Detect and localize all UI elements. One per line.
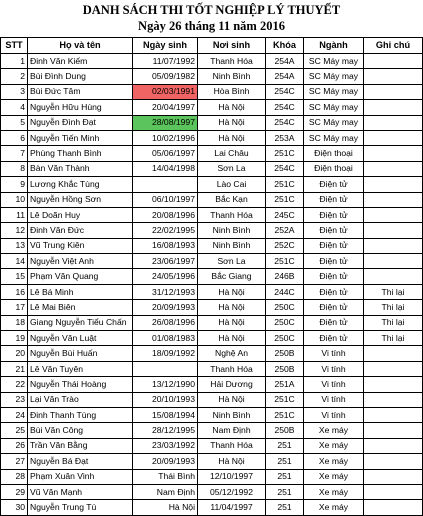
cell-note[interactable] [364, 207, 423, 222]
cell-stt[interactable]: 24 [1, 407, 28, 422]
cell-nganh[interactable]: Điện tử [304, 223, 364, 238]
header-dob[interactable]: Ngày sinh [133, 38, 198, 54]
cell-stt[interactable]: 9 [1, 177, 28, 192]
table-row [1, 315, 423, 330]
cell-dob[interactable]: 20/09/1993 [133, 300, 198, 315]
cell-name[interactable]: Vũ Trung Kiên [28, 238, 133, 253]
cell-note[interactable] [364, 500, 423, 515]
cell-name[interactable]: Lê Doãn Huy [28, 207, 133, 222]
cell-note[interactable] [364, 377, 423, 392]
cell-note[interactable]: Thi lại [364, 315, 423, 330]
cell-note[interactable]: Thi lại [364, 284, 423, 299]
cell-khoa[interactable]: 254C [266, 115, 304, 130]
cell-note[interactable] [364, 438, 423, 453]
cell-stt[interactable]: 18 [1, 315, 28, 330]
table-row [1, 130, 423, 145]
exam-list-table [0, 37, 423, 516]
cell-nganh[interactable]: SC Máy may [304, 100, 364, 115]
header-name[interactable]: Họ và tên [28, 38, 133, 54]
header-stt[interactable]: STT [1, 38, 28, 54]
cell-stt[interactable]: 5 [1, 115, 28, 130]
cell-khoa[interactable]: 251 [266, 500, 304, 515]
cell-khoa[interactable]: 251C [266, 392, 304, 407]
cell-dob[interactable]: 26/08/1996 [133, 315, 198, 330]
cell-note[interactable] [364, 130, 423, 145]
table-row [1, 161, 423, 176]
header-row [1, 38, 423, 54]
cell-khoa[interactable]: 250C [266, 300, 304, 315]
cell-place[interactable]: Hà Nội [198, 130, 266, 145]
cell-name[interactable]: Phùng Thanh Bình [28, 146, 133, 161]
cell-dob[interactable]: 13/12/1990 [133, 377, 198, 392]
cell-stt[interactable]: 26 [1, 438, 28, 453]
cell-khoa[interactable]: 251 [266, 484, 304, 499]
cell-name[interactable]: Nguyễn Đình Đạt [28, 115, 133, 130]
cell-nganh[interactable]: Xe máy [304, 454, 364, 469]
cell-khoa[interactable]: 254C [266, 84, 304, 99]
cell-nganh[interactable]: Điện tử [304, 300, 364, 315]
table-row [1, 223, 423, 238]
cell-note[interactable]: Thi lại [364, 331, 423, 346]
cell-name[interactable]: Đinh Thanh Tùng [28, 407, 133, 422]
cell-nganh[interactable]: Xe máy [304, 500, 364, 515]
cell-khoa[interactable]: 252C [266, 238, 304, 253]
cell-nganh[interactable]: SC Máy may [304, 54, 364, 69]
cell-note[interactable] [364, 407, 423, 422]
cell-name[interactable]: Lê Văn Tuyên [28, 361, 133, 376]
cell-stt[interactable]: 29 [1, 484, 28, 499]
cell-stt[interactable]: 12 [1, 223, 28, 238]
cell-stt[interactable]: 27 [1, 454, 28, 469]
cell-khoa[interactable]: 251C [266, 146, 304, 161]
cell-stt[interactable]: 11 [1, 207, 28, 222]
cell-note[interactable] [364, 238, 423, 253]
cell-name[interactable]: Phạm Văn Quang [28, 269, 133, 284]
cell-name[interactable]: Nguyễn Bá Đạt [28, 454, 133, 469]
cell-name[interactable]: Nguyễn Tiến Minh [28, 130, 133, 145]
cell-note[interactable] [364, 254, 423, 269]
table-row [1, 269, 423, 284]
cell-place[interactable]: Thanh Hóa [198, 361, 266, 376]
cell-place[interactable]: Sơn La [198, 161, 266, 176]
cell-note[interactable] [364, 454, 423, 469]
table-row [1, 100, 423, 115]
table-row [1, 192, 423, 207]
table-row [1, 423, 423, 438]
cell-place[interactable]: 05/12/1992 [198, 484, 266, 499]
cell-dob[interactable]: 15/08/1994 [133, 407, 198, 422]
cell-khoa[interactable]: 254A [266, 54, 304, 69]
cell-nganh[interactable]: Điện tử [304, 284, 364, 299]
cell-dob[interactable]: 18/09/1992 [133, 346, 198, 361]
cell-nganh[interactable]: SC Máy may [304, 69, 364, 84]
cell-name[interactable]: Nguyễn Văn Luật [28, 331, 133, 346]
cell-dob[interactable]: Nam Định [133, 484, 198, 499]
cell-khoa[interactable]: 251C [266, 407, 304, 422]
cell-note[interactable] [364, 423, 423, 438]
cell-nganh[interactable]: SC Máy may [304, 130, 364, 145]
table-row [1, 207, 423, 222]
sheet-subtitle: Ngày 26 tháng 11 năm 2016 [138, 19, 285, 33]
table-row [1, 238, 423, 253]
cell-name[interactable]: Lại Văn Trào [28, 392, 133, 407]
cell-note[interactable]: Thi lại [364, 300, 423, 315]
cell-stt[interactable]: 30 [1, 500, 28, 515]
cell-stt[interactable]: 2 [1, 69, 28, 84]
cell-nganh[interactable]: Điện tử [304, 254, 364, 269]
cell-note[interactable] [364, 392, 423, 407]
cell-khoa[interactable]: 254C [266, 161, 304, 176]
table-row [1, 254, 423, 269]
cell-dob[interactable] [133, 177, 198, 192]
cell-stt[interactable]: 8 [1, 161, 28, 176]
cell-dob[interactable]: 06/10/1997 [133, 192, 198, 207]
cell-khoa[interactable]: 251 [266, 438, 304, 453]
cell-khoa[interactable]: 250B [266, 346, 304, 361]
cell-stt[interactable]: 20 [1, 346, 28, 361]
cell-dob[interactable] [133, 361, 198, 376]
table-row [1, 407, 423, 422]
table-row [1, 300, 423, 315]
cell-khoa[interactable]: 251C [266, 177, 304, 192]
cell-dob[interactable]: 20/09/1993 [133, 454, 198, 469]
cell-place[interactable]: Hà Nội [198, 115, 266, 130]
cell-nganh[interactable]: SC Máy may [304, 84, 364, 99]
cell-stt[interactable]: 22 [1, 377, 28, 392]
cell-place[interactable]: Bắc Giang [198, 269, 266, 284]
cell-nganh[interactable]: Vi tính [304, 346, 364, 361]
table-row [1, 438, 423, 453]
table-row [1, 54, 423, 69]
table-row [1, 115, 423, 130]
cell-khoa[interactable]: 253A [266, 130, 304, 145]
cell-dob[interactable]: 22/02/1995 [133, 223, 198, 238]
cell-stt[interactable]: 3 [1, 84, 28, 99]
cell-place[interactable]: Thanh Hóa [198, 438, 266, 453]
cell-name[interactable]: Nguyễn Việt Anh [28, 254, 133, 269]
cell-khoa[interactable]: 251 [266, 469, 304, 484]
cell-khoa[interactable]: 245C [266, 207, 304, 222]
cell-name[interactable]: Nguyễn Hồng Sơn [28, 192, 133, 207]
cell-dob[interactable]: 20/04/1997 [133, 100, 198, 115]
cell-nganh[interactable]: Điện tử [304, 192, 364, 207]
cell-note[interactable] [364, 223, 423, 238]
cell-place[interactable]: Hòa Bình [198, 84, 266, 99]
cell-khoa[interactable]: 252A [266, 223, 304, 238]
cell-nganh[interactable]: Xe máy [304, 423, 364, 438]
cell-nganh[interactable]: Vi tính [304, 361, 364, 376]
cell-nganh[interactable]: SC Máy may [304, 115, 364, 130]
cell-name[interactable]: Vũ Văn Mạnh [28, 484, 133, 499]
cell-stt[interactable]: 13 [1, 238, 28, 253]
cell-khoa[interactable]: 251 [266, 454, 304, 469]
cell-note[interactable] [364, 192, 423, 207]
table-row [1, 177, 423, 192]
cell-place[interactable]: Thanh Hóa [198, 207, 266, 222]
cell-note[interactable] [364, 100, 423, 115]
header-place[interactable]: Nơi sinh [198, 38, 266, 54]
cell-dob[interactable]: 23/06/1997 [133, 254, 198, 269]
cell-stt[interactable]: 21 [1, 361, 28, 376]
cell-name[interactable]: Nguyễn Hữu Hùng [28, 100, 133, 115]
cell-dob[interactable]: Thái Bình [133, 469, 198, 484]
cell-place[interactable]: Nam Định [198, 423, 266, 438]
cell-name[interactable]: Đinh Văn Đức [28, 223, 133, 238]
cell-khoa[interactable]: 254C [266, 100, 304, 115]
cell-note[interactable] [364, 177, 423, 192]
cell-stt[interactable]: 28 [1, 469, 28, 484]
cell-nganh[interactable]: Xe máy [304, 469, 364, 484]
cell-place[interactable]: Hà Nội [198, 315, 266, 330]
cell-name[interactable]: Lê Bá Minh [28, 284, 133, 299]
cell-dob[interactable]: 31/12/1993 [133, 284, 198, 299]
table-row [1, 331, 423, 346]
cell-name[interactable]: Nguyễn Trung Tú [28, 500, 133, 515]
cell-nganh[interactable]: Điện tử [304, 207, 364, 222]
cell-nganh[interactable]: Điện tử [304, 177, 364, 192]
cell-place[interactable]: Ninh Bình [198, 407, 266, 422]
cell-stt[interactable]: 1 [1, 54, 28, 69]
cell-place[interactable]: Sơn La [198, 254, 266, 269]
cell-dob[interactable]: 05/06/1997 [133, 146, 198, 161]
cell-khoa[interactable]: 250C [266, 315, 304, 330]
cell-place[interactable]: Lai Châu [198, 146, 266, 161]
cell-name[interactable]: Lê Mai Biên [28, 300, 133, 315]
table-row [1, 84, 423, 99]
cell-stt[interactable]: 19 [1, 331, 28, 346]
cell-note[interactable] [364, 361, 423, 376]
cell-khoa[interactable]: 251C [266, 192, 304, 207]
cell-place[interactable]: Hà Nội [198, 454, 266, 469]
cell-khoa[interactable]: 250B [266, 361, 304, 376]
cell-note[interactable] [364, 54, 423, 69]
cell-place[interactable]: Ninh Bình [198, 69, 266, 84]
cell-stt[interactable]: 25 [1, 423, 28, 438]
table-row [1, 392, 423, 407]
cell-dob[interactable]: 28/08/1997 [133, 115, 198, 130]
cell-name[interactable]: Bàn Văn Thành [28, 161, 133, 176]
cell-dob[interactable]: 10/02/1996 [133, 130, 198, 145]
cell-dob[interactable]: 05/09/1982 [133, 69, 198, 84]
cell-note[interactable] [364, 161, 423, 176]
cell-nganh[interactable]: Điện tử [304, 269, 364, 284]
cell-place[interactable]: Ninh Bình [198, 238, 266, 253]
cell-place[interactable]: Bắc Kạn [198, 192, 266, 207]
cell-stt[interactable]: 6 [1, 130, 28, 145]
cell-name[interactable]: Bùi Văn Công [28, 423, 133, 438]
cell-nganh[interactable]: Vi tính [304, 407, 364, 422]
cell-nganh[interactable]: Xe máy [304, 484, 364, 499]
cell-name[interactable]: Bùi Đình Dung [28, 69, 133, 84]
cell-name[interactable]: Trần Văn Bằng [28, 438, 133, 453]
table-row [1, 454, 423, 469]
cell-place[interactable]: Ninh Bình [198, 223, 266, 238]
cell-note[interactable] [364, 69, 423, 84]
cell-khoa[interactable]: 250B [266, 423, 304, 438]
cell-dob[interactable]: 20/10/1993 [133, 392, 198, 407]
cell-name[interactable]: Phạm Xuân Vinh [28, 469, 133, 484]
cell-place[interactable]: 12/10/1997 [198, 469, 266, 484]
table-row [1, 484, 423, 499]
table-row [1, 346, 423, 361]
cell-note[interactable] [364, 146, 423, 161]
cell-place[interactable]: Hà Nội [198, 100, 266, 115]
cell-khoa[interactable]: 244C [266, 284, 304, 299]
cell-dob[interactable]: 28/12/1995 [133, 423, 198, 438]
cell-stt[interactable]: 15 [1, 269, 28, 284]
cell-dob[interactable]: 23/03/1992 [133, 438, 198, 453]
cell-stt[interactable]: 7 [1, 146, 28, 161]
cell-dob[interactable]: 24/05/1996 [133, 269, 198, 284]
header-nganh[interactable]: Ngành [304, 38, 364, 54]
cell-stt[interactable]: 16 [1, 284, 28, 299]
cell-name[interactable]: Lương Khắc Tùng [28, 177, 133, 192]
cell-nganh[interactable]: Vi tính [304, 377, 364, 392]
cell-nganh[interactable]: Điện tử [304, 238, 364, 253]
cell-dob[interactable]: 16/08/1993 [133, 238, 198, 253]
sheet-title: DANH SÁCH THI TỐT NGHIỆP LÝ THUYẾT [82, 3, 341, 17]
cell-note[interactable] [364, 115, 423, 130]
cell-dob[interactable]: 14/04/1998 [133, 161, 198, 176]
cell-khoa[interactable]: 250C [266, 331, 304, 346]
cell-nganh[interactable]: Vi tính [304, 392, 364, 407]
cell-place[interactable]: Lào Cai [198, 177, 266, 192]
cell-nganh[interactable]: Điện thoại [304, 161, 364, 176]
cell-name[interactable]: Nguyễn Bùi Huấn [28, 346, 133, 361]
cell-note[interactable] [364, 269, 423, 284]
cell-place[interactable]: 11/04/1997 [198, 500, 266, 515]
cell-dob[interactable]: 01/08/1983 [133, 331, 198, 346]
table-row [1, 69, 423, 84]
cell-nganh[interactable]: Điện tử [304, 315, 364, 330]
header-note[interactable]: Ghi chú [364, 38, 423, 54]
cell-stt[interactable]: 14 [1, 254, 28, 269]
table-row [1, 284, 423, 299]
cell-stt[interactable]: 17 [1, 300, 28, 315]
cell-name[interactable]: Giang Nguyễn Tiểu Chấn [28, 315, 133, 330]
cell-note[interactable] [364, 484, 423, 499]
cell-name[interactable]: Nguyễn Thái Hoàng [28, 377, 133, 392]
cell-dob[interactable]: Hà Nội [133, 500, 198, 515]
cell-place[interactable]: Thanh Hóa [198, 54, 266, 69]
table-row [1, 146, 423, 161]
table-row [1, 377, 423, 392]
cell-name[interactable]: Bùi Đức Tâm [28, 84, 133, 99]
cell-khoa[interactable]: 251C [266, 254, 304, 269]
cell-stt[interactable]: 23 [1, 392, 28, 407]
cell-place[interactable]: Hà Nội [198, 284, 266, 299]
cell-name[interactable]: Đinh Văn Kiếm [28, 54, 133, 69]
cell-place[interactable]: Hà Nội [198, 300, 266, 315]
cell-place[interactable]: Hà Nội [198, 392, 266, 407]
table-row [1, 469, 423, 484]
cell-dob[interactable]: 20/08/1996 [133, 207, 198, 222]
cell-place[interactable]: Hải Dương [198, 377, 266, 392]
cell-note[interactable] [364, 346, 423, 361]
table-row [1, 500, 423, 515]
cell-place[interactable]: Hà Nội [198, 331, 266, 346]
cell-nganh[interactable]: Điện tử [304, 331, 364, 346]
cell-place[interactable]: Nghệ An [198, 346, 266, 361]
cell-nganh[interactable]: Xe máy [304, 438, 364, 453]
cell-stt[interactable]: 4 [1, 100, 28, 115]
table-row [1, 361, 423, 376]
cell-nganh[interactable]: Điện thoại [304, 146, 364, 161]
cell-khoa[interactable]: 251A [266, 377, 304, 392]
cell-dob[interactable]: 02/03/1991 [133, 84, 198, 99]
cell-dob[interactable]: 11/07/1992 [133, 54, 198, 69]
cell-note[interactable] [364, 469, 423, 484]
cell-stt[interactable]: 10 [1, 192, 28, 207]
header-khoa[interactable]: Khóa [266, 38, 304, 54]
cell-khoa[interactable]: 254A [266, 69, 304, 84]
cell-note[interactable] [364, 84, 423, 99]
cell-khoa[interactable]: 246B [266, 269, 304, 284]
